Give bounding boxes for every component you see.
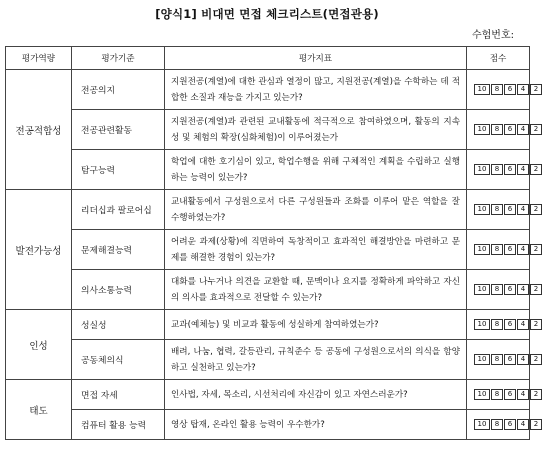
score-checkbox-4[interactable]: 4 — [517, 244, 529, 255]
score-checkbox-8[interactable]: 8 — [491, 204, 503, 215]
score-options — [474, 124, 543, 135]
indicator-cell: 어려운 과제(상황)에 직면하여 독창적이고 효과적인 해결방안을 마련하고 문제를 해결한 경험이 있는가? — [165, 230, 467, 270]
score-checkbox-8[interactable]: 8 — [491, 354, 503, 365]
score-checkbox-2[interactable]: 2 — [530, 319, 542, 330]
table-row — [6, 410, 530, 440]
score-checkbox-6[interactable]: 6 — [504, 84, 516, 95]
score-options — [474, 164, 543, 175]
score-checkbox-8[interactable]: 8 — [491, 124, 503, 135]
score-checkbox-8[interactable]: 8 — [491, 284, 503, 295]
form-title: [양식1] 비대면 면접 체크리스트(면접관용) — [155, 7, 379, 21]
score-checkbox-6[interactable]: 6 — [504, 284, 516, 295]
score-checkbox-8[interactable]: 8 — [491, 84, 503, 95]
score-options — [474, 389, 543, 400]
score-checkbox-4[interactable]: 4 — [517, 84, 529, 95]
score-cell — [467, 270, 539, 310]
score-checkbox-8[interactable]: 8 — [491, 164, 503, 175]
score-options — [474, 319, 543, 330]
criteria-cell: 컴퓨터 활용 능력 — [72, 410, 165, 440]
score-checkbox-4[interactable]: 4 — [517, 124, 529, 135]
score-checkbox-4[interactable]: 4 — [517, 164, 529, 175]
table-row — [6, 270, 530, 310]
criteria-cell: 공동체의식 — [72, 340, 165, 380]
score-checkbox-10[interactable]: 10 — [474, 244, 490, 255]
score-checkbox-10[interactable]: 10 — [474, 319, 490, 330]
score-checkbox-10[interactable]: 10 — [474, 284, 490, 295]
score-checkbox-2[interactable]: 2 — [530, 204, 542, 215]
criteria-cell: 의사소통능력 — [72, 270, 165, 310]
criteria-cell: 리더십과 팔로어십 — [72, 190, 165, 230]
competency-cell: 태도 — [6, 380, 72, 440]
score-checkbox-2[interactable]: 2 — [530, 124, 542, 135]
checklist-table — [5, 46, 539, 440]
score-checkbox-6[interactable]: 6 — [504, 319, 516, 330]
score-cell — [467, 410, 539, 440]
score-checkbox-10[interactable]: 10 — [474, 389, 490, 400]
criteria-cell: 전공관련활동 — [72, 110, 165, 150]
score-checkbox-6[interactable]: 6 — [504, 389, 516, 400]
score-checkbox-10[interactable]: 10 — [474, 84, 490, 95]
score-checkbox-2[interactable]: 2 — [530, 244, 542, 255]
indicator-cell: 배려, 나눔, 협력, 갈등관리, 규칙준수 등 공동에 구성원으로서의 의식을 함양하고 실천하고 있는가? — [165, 340, 467, 380]
score-checkbox-6[interactable]: 6 — [504, 124, 516, 135]
checklist-body — [6, 47, 539, 440]
score-checkbox-4[interactable]: 4 — [517, 284, 529, 295]
score-checkbox-2[interactable]: 2 — [530, 354, 542, 365]
score-options — [474, 284, 543, 295]
score-checkbox-6[interactable]: 6 — [504, 419, 516, 430]
criteria-cell: 면접 자세 — [72, 380, 165, 410]
score-checkbox-2[interactable]: 2 — [530, 164, 542, 175]
score-checkbox-2[interactable]: 2 — [530, 389, 542, 400]
score-checkbox-6[interactable]: 6 — [504, 164, 516, 175]
score-options — [474, 419, 543, 430]
score-checkbox-8[interactable]: 8 — [491, 419, 503, 430]
score-checkbox-6[interactable]: 6 — [504, 354, 516, 365]
score-checkbox-6[interactable]: 6 — [504, 244, 516, 255]
score-checkbox-2[interactable]: 2 — [530, 419, 542, 430]
score-checkbox-10[interactable]: 10 — [474, 204, 490, 215]
table-row — [6, 150, 530, 190]
score-checkbox-4[interactable]: 4 — [517, 204, 529, 215]
indicator-cell: 영상 탑재, 온라인 활용 능력이 우수한가? — [165, 410, 467, 440]
score-checkbox-4[interactable]: 4 — [517, 354, 529, 365]
competency-cell: 전공적합성 — [6, 70, 72, 190]
exam-number-label: 수험번호: — [471, 30, 514, 41]
criteria-cell: 문제해결능력 — [72, 230, 165, 270]
criteria-cell: 전공의지 — [72, 70, 165, 110]
indicator-cell: 교내활동에서 구성원으로서 다른 구성원들과 조화를 이루어 맡은 역할을 잘 수행하였는가? — [165, 190, 467, 230]
score-checkbox-2[interactable]: 2 — [530, 284, 542, 295]
indicator-cell: 학업에 대한 호기심이 있고, 학업수행을 위해 구체적인 계획을 수립하고 실행하는 능력이 있는가? — [165, 150, 467, 190]
table-row — [6, 70, 530, 110]
score-checkbox-6[interactable]: 6 — [504, 204, 516, 215]
table-row — [6, 340, 530, 380]
table-row — [6, 230, 530, 270]
indicator-cell: 지원전공(계열)에 대한 관심과 열정이 많고, 지원전공(계열)을 수학하는 데 적합한 소질과 재능을 가지고 있는가? — [165, 70, 467, 110]
score-cell — [467, 230, 539, 270]
indicator-cell: 교과(예체능) 및 비교과 활동에 성실하게 참여하였는가? — [165, 310, 467, 340]
score-options — [474, 84, 543, 95]
competency-cell: 발전가능성 — [6, 190, 72, 310]
header-indicator: 평가지표 — [165, 47, 467, 70]
criteria-cell: 탐구능력 — [72, 150, 165, 190]
score-cell — [467, 70, 539, 110]
score-checkbox-2[interactable]: 2 — [530, 84, 542, 95]
score-checkbox-10[interactable]: 10 — [474, 124, 490, 135]
header-competency: 평가역량 — [6, 47, 72, 70]
table-row — [6, 190, 530, 230]
score-options — [474, 204, 543, 215]
score-options — [474, 354, 543, 365]
score-cell — [467, 110, 539, 150]
score-cell — [467, 340, 539, 380]
score-checkbox-4[interactable]: 4 — [517, 389, 529, 400]
competency-cell: 인성 — [6, 310, 72, 380]
score-checkbox-4[interactable]: 4 — [517, 319, 529, 330]
score-checkbox-10[interactable]: 10 — [474, 419, 490, 430]
score-cell — [467, 190, 539, 230]
indicator-cell: 지원전공(계열)과 관련된 교내활동에 적극적으로 참여하였으며, 활동의 지속성 및 체험의 확장(심화체험)이 이루어졌는가 — [165, 110, 467, 150]
score-checkbox-10[interactable]: 10 — [474, 354, 490, 365]
score-options — [474, 244, 543, 255]
criteria-cell: 성실성 — [72, 310, 165, 340]
table-header-row — [6, 47, 530, 70]
score-checkbox-8[interactable]: 8 — [491, 244, 503, 255]
score-cell — [467, 310, 539, 340]
score-cell — [467, 380, 539, 410]
score-checkbox-8[interactable]: 8 — [491, 389, 503, 400]
table-row — [6, 110, 530, 150]
header-score: 점수 — [467, 47, 530, 70]
score-checkbox-4[interactable]: 4 — [517, 419, 529, 430]
table-row — [6, 380, 530, 410]
indicator-cell: 대화를 나누거나 의견을 교환할 때, 문맥이나 요지를 정확하게 파악하고 자신의 의사를 효과적으로 전달할 수 있는가? — [165, 270, 467, 310]
score-cell — [467, 150, 539, 190]
header-criteria: 평가기준 — [72, 47, 165, 70]
score-checkbox-10[interactable]: 10 — [474, 164, 490, 175]
table-row — [6, 310, 530, 340]
indicator-cell: 인사법, 자세, 목소리, 시선처리에 자신감이 있고 자연스러운가? — [165, 380, 467, 410]
score-checkbox-8[interactable]: 8 — [491, 319, 503, 330]
